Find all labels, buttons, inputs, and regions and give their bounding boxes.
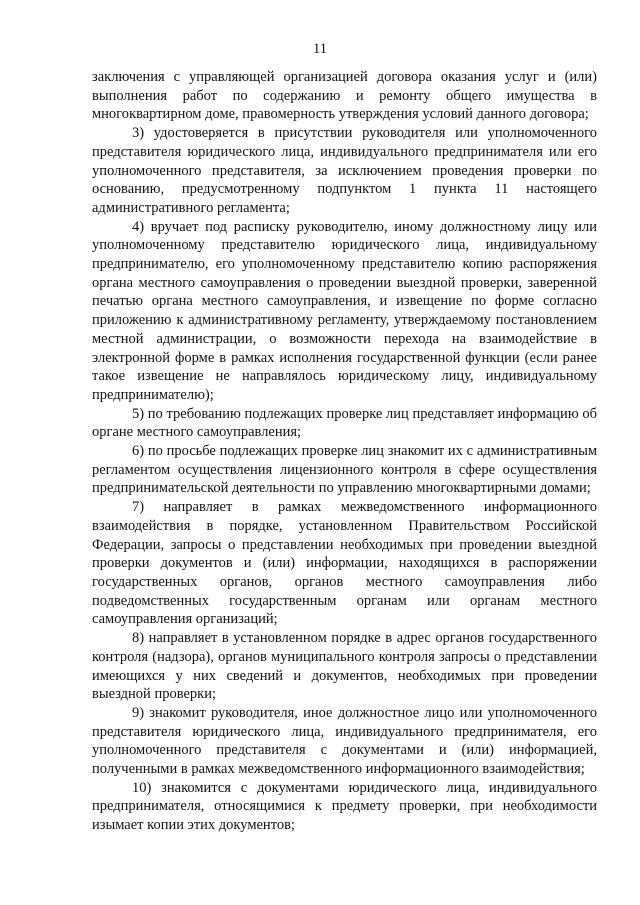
paragraph-item-3: 3) удостоверяется в присутствии руководителя или уполномоченного представителя юридического лица, индивидуального предпринимателя или его уполномоченного представителя, за исключением проведения проверки по основанию, предусмотренному подпунктом 1 пункта 11 настоящего административного регламента; — [92, 125, 597, 216]
paragraph-item-6: 6) по просьбе подлежащих проверке лиц знакомит их с административным регламентом осуществления лицензионного контроля в сфере осуществления предпринимательской деятельности по управлению многоквартирными домами; — [92, 443, 597, 497]
document-body — [92, 68, 597, 835]
paragraph-item-7: 7) направляет в рамках межведомственного информационного взаимодействия в порядке, установленном Правительством Российской Федерации, запросы о представлении необходимых при проведении выездной проверки документов и (или) информации, находящихся в распоряжении государственных органов, органов местного самоуправления либо подведомственных государственным органам или органам местного самоуправления организаций; — [92, 499, 597, 628]
paragraph-continuation: заключения с управляющей организацией договора оказания услуг и (или) выполнения работ по содержанию и ремонту общего имущества в многоквартирном доме, правомерность утверждения условий данного договора; — [92, 69, 597, 123]
paragraph-item-5: 5) по требованию подлежащих проверке лиц представляет информацию об органе местного самоуправления; — [92, 405, 597, 441]
paragraph-item-9: 9) знакомит руководителя, иное должностное лицо или уполномоченного представителя юридического лица, индивидуального предпринимателя, его уполномоченного представителя с документами и (или) информацией, полученными в рамках межведомственного информационного взаимодействия; — [92, 704, 597, 778]
page-number: 11 — [313, 41, 327, 57]
paragraph-item-8: 8) направляет в установленном порядке в адрес органов государственного контроля (надзора), органов муниципального контроля запросы о представлении имеющихся у них сведений и документов, необходимых при проведении выездной проверки; — [92, 630, 597, 703]
paragraph-item-4: 4) вручает под расписку руководителю, иному должностному лицу или уполномоченному представителю юридического лица, индивидуальному предпринимателю, его уполномоченному представителю копию распоряжения органа местного самоуправления о проведении выездной проверки, заверенной печатью органа местного самоуправления, и извещение по форме согласно приложению к административному регламенту, утверждаемому постановлением местной администрации, о возможности перехода на взаимодействие в электронной форме в рамках исполнения государственной функции (если ранее такое извещение не направлялось юридическому лицу, индивидуальному предпринимателю); — [92, 218, 597, 403]
paragraph-item-10: 10) знакомится с документами юридического лица, индивидуального предпринимателя, относящимися к предмету проверки, при необходимости изымает копии этих документов; — [92, 779, 597, 834]
